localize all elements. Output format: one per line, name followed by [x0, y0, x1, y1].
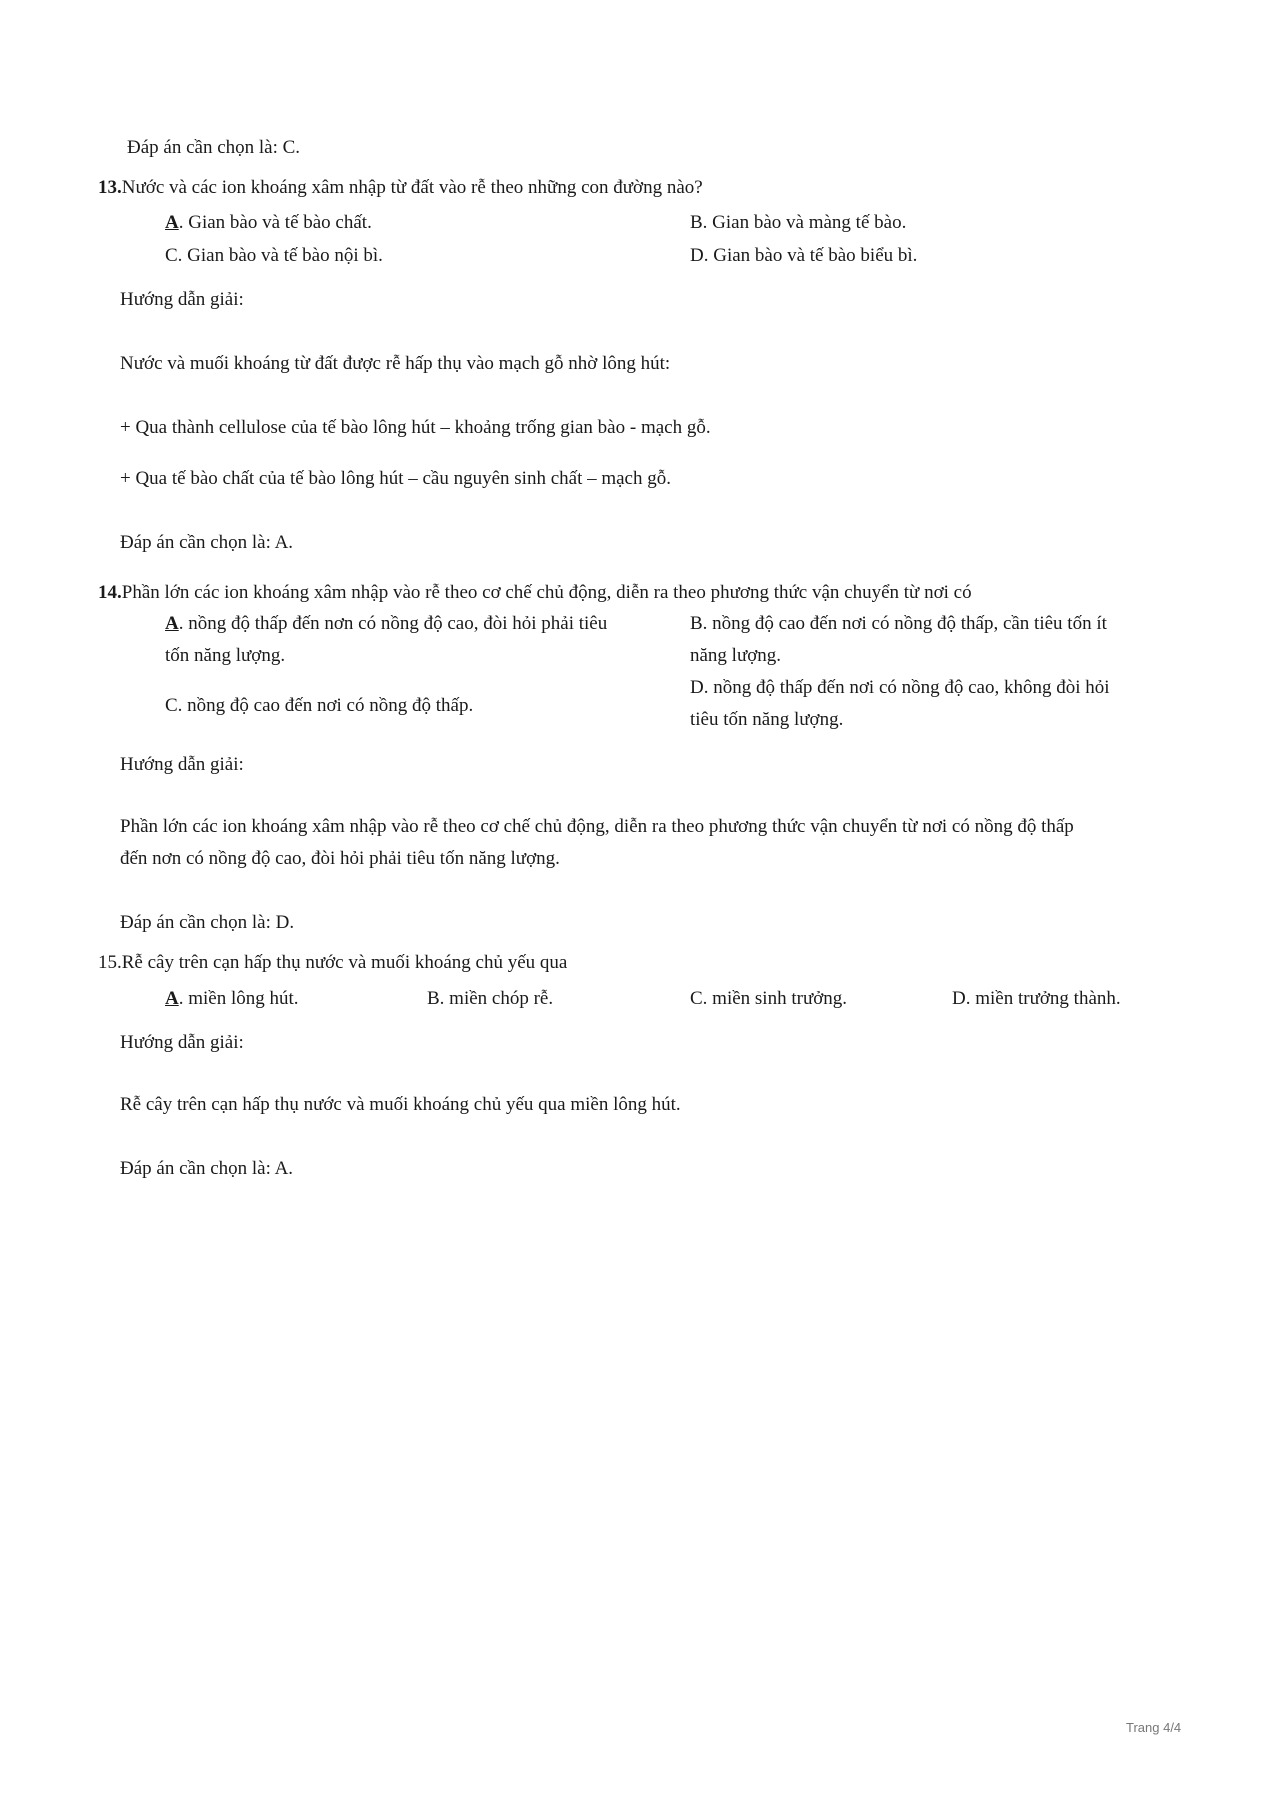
q15-answer: Đáp án cần chọn là: A.: [120, 1158, 294, 1179]
q14-guide-line-1: Phần lớn các ion khoáng xâm nhập vào rễ theo cơ chế chủ động, diễn ra theo phương thức vận chuyển từ nơi có nồng độ thấp: [120, 816, 1074, 837]
q15-guide-line-1: Rễ cây trên cạn hấp thụ nước và muối khoáng chủ yếu qua miền lông hút.: [120, 1094, 681, 1115]
q14-guide-line-2: đến nơn có nồng độ cao, đòi hỏi phải tiêu tốn năng lượng.: [120, 848, 560, 869]
q15-option-a-text: . miền lông hút.: [178, 988, 299, 1009]
question-15-text: Rễ cây trên cạn hấp thụ nước và muối khoáng chủ yếu qua: [121, 952, 568, 973]
question-14-text: Phần lớn các ion khoáng xâm nhập vào rễ theo cơ chế chủ động, diễn ra theo phương thức vận chuyển từ nơi có: [121, 582, 972, 603]
question-15-number: 15.: [98, 952, 122, 973]
q13-guide-label: Hướng dẫn giải:: [120, 289, 244, 310]
q15-option-b: B. miền chóp rễ.: [427, 988, 554, 1009]
q13-guide-line-3: + Qua tế bào chất của tế bào lông hút – cầu nguyên sinh chất – mạch gỗ.: [120, 468, 671, 489]
question-13: [98, 176, 703, 200]
q15-guide-label: Hướng dẫn giải:: [120, 1032, 244, 1053]
question-14: [98, 581, 972, 605]
q13-guide-line-2: + Qua thành cellulose của tế bào lông hút – khoảng trống gian bào - mạch gỗ.: [120, 417, 711, 438]
q14-option-b-line-2: năng lượng.: [690, 645, 782, 666]
q14-answer: Đáp án cần chọn là: D.: [120, 912, 295, 933]
q15-option-a-letter: A: [165, 988, 179, 1009]
q13-option-b: B. Gian bào và màng tế bào.: [690, 212, 907, 233]
q14-option-a-line-1: [165, 612, 607, 636]
q13-option-a: [165, 211, 372, 235]
q14-option-b-line-1: B. nồng độ cao đến nơi có nồng độ thấp, cần tiêu tốn ít: [690, 613, 1107, 634]
question-14-number: 14.: [98, 582, 122, 603]
q15-option-d: D. miền trưởng thành.: [952, 988, 1121, 1009]
q13-option-a-letter: A: [165, 212, 179, 233]
top-answer: Đáp án cần chọn là: C.: [127, 137, 301, 158]
q14-option-a-text: . nồng độ thấp đến nơn có nồng độ cao, đòi hỏi phải tiêu: [178, 613, 608, 634]
q15-option-c: C. miền sinh trưởng.: [690, 988, 848, 1009]
q14-option-d-line-1: D. nồng độ thấp đến nơi có nồng độ cao, không đòi hỏi: [690, 677, 1110, 698]
q13-answer: Đáp án cần chọn là: A.: [120, 532, 294, 553]
q13-guide-line-1: Nước và muối khoáng từ đất được rễ hấp thụ vào mạch gỗ nhờ lông hút:: [120, 353, 671, 374]
q14-option-a-letter: A: [165, 613, 179, 634]
q14-option-a-line-2: tốn năng lượng.: [165, 645, 286, 666]
question-13-text: Nước và các ion khoáng xâm nhập từ đất vào rễ theo những con đường nào?: [121, 177, 703, 198]
q13-option-a-text: . Gian bào và tế bào chất.: [178, 212, 372, 233]
q14-option-c: C. nồng độ cao đến nơi có nồng độ thấp.: [165, 695, 474, 716]
q13-option-c: C. Gian bào và tế bào nội bì.: [165, 245, 383, 266]
q13-option-d: D. Gian bào và tế bào biểu bì.: [690, 245, 918, 266]
question-13-number: 13.: [98, 177, 122, 198]
q14-guide-label: Hướng dẫn giải:: [120, 754, 244, 775]
question-15: [98, 951, 567, 975]
q15-option-a: [165, 987, 299, 1011]
q14-option-d-line-2: tiêu tốn năng lượng.: [690, 709, 844, 730]
page-number: Trang 4/4: [1126, 1720, 1182, 1735]
